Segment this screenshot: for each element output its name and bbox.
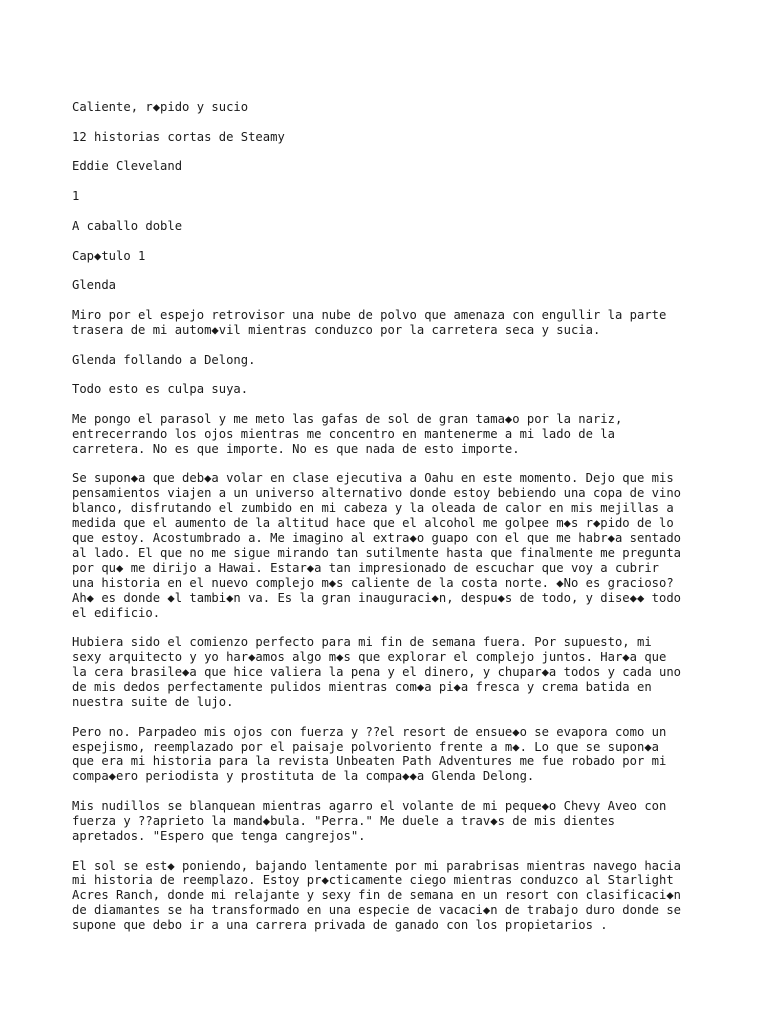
story-title: A caballo doble — [72, 218, 183, 233]
chapter-heading: Cap◆tulo 1 — [72, 248, 146, 263]
paragraph: Hubiera sido el comienzo perfecto para mi fin de semana fuera. Por supuesto, mi sexy arquitecto y yo har◆amos algo m◆s que explorar el complejo juntos. Har◆a que la cera brasile◆a que hice valiera la pena y el dinero, y chupar◆a todos y cada uno de mis dedos perfectamente pulidos mientras com◆a pi◆a fresca y crema batida en nuestra suite de lujo. — [72, 635, 682, 709]
paragraph: Miro por el espejo retrovisor una nube de polvo que amenaza con engullir la parte trasera de mi autom◆vil mientras conduzco por la carretera seca y sucia. — [72, 307, 667, 337]
character-heading: Glenda — [72, 278, 117, 293]
paragraph: Mis nudillos se blanquean mientras agarro el volante de mi peque◆o Chevy Aveo con fuerza y ??aprieto la mand◆bula. "Perra." Me duele a trav◆s de mis dientes apretados. "Espero que tenga cangrejos". — [72, 799, 667, 843]
paragraph: El sol se est◆ poniendo, bajando lentamente por mi parabrisas mientras navego hacia mi historia de reemplazo. Estoy pr◆cticamente ciego mientras conduzco al Starlight Acres Ranch, donde mi relajante y sexy fin de semana en un resort con clasificaci◆n de diamantes se ha transformado en una especie de vacaci◆n de trabajo duro donde se supone que debo ir a una carrera privada de ganado con los propietarios . — [72, 858, 682, 933]
book-subtitle: 12 historias cortas de Steamy — [72, 129, 285, 144]
paragraph: Todo esto es culpa suya. — [72, 382, 249, 397]
paragraph: Glenda follando a Delong. — [72, 352, 256, 367]
paragraph: Se supon◆a que deb◆a volar en clase ejecutiva a Oahu en este momento. Dejo que mis pensamientos viajen a un universo alternativo donde estoy bebiendo una copa de vino blanco, disfrutando el zumbido en mi cabeza y la oleada de calor en mis mejillas a medida que el aumento de la altitud hace que el alcohol me golpee m◆s r◆pido de lo que estoy. Acostumbrado a. Me imagino al extra◆o guapo con el que me habr◆a sentado al lado. El que no me sigue mirando tan sutilmente hasta que finalmente me pregunta por qu◆ me dirijo a Hawai. Estar◆a tan impresionado de escuchar que voy a cubrir una historia en el nuevo complejo m◆s caliente de la costa norte. ◆No es gracioso? Ah◆ es donde ◆l tambi◆n va. Es la gran inauguraci◆n, despu◆s de todo, y dise◆◆ todo el edificio. — [72, 471, 682, 620]
book-title: Caliente, r◆pido y sucio — [72, 100, 249, 114]
paragraph: Pero no. Parpadeo mis ojos con fuerza y ??el resort de ensue◆o se evapora como un espejismo, reemplazado por el paisaje polvoriento frente a m◆. Lo que se supon◆a que era mi historia para la revista Unbeaten Path Adventures me fue robado por mi compa◆ero periodista y prostituta de la compa◆◆a Glenda Delong. — [72, 724, 667, 784]
author-name: Eddie Cleveland — [72, 159, 183, 174]
story-number: 1 — [72, 189, 80, 204]
document-page — [72, 100, 702, 948]
paragraph: Me pongo el parasol y me meto las gafas de sol de gran tama◆o por la nariz, entrecerrando los ojos mientras me concentro en mantenerme a mi lado de la carretera. No es que importe. No es que nada de esto importe. — [72, 411, 623, 456]
